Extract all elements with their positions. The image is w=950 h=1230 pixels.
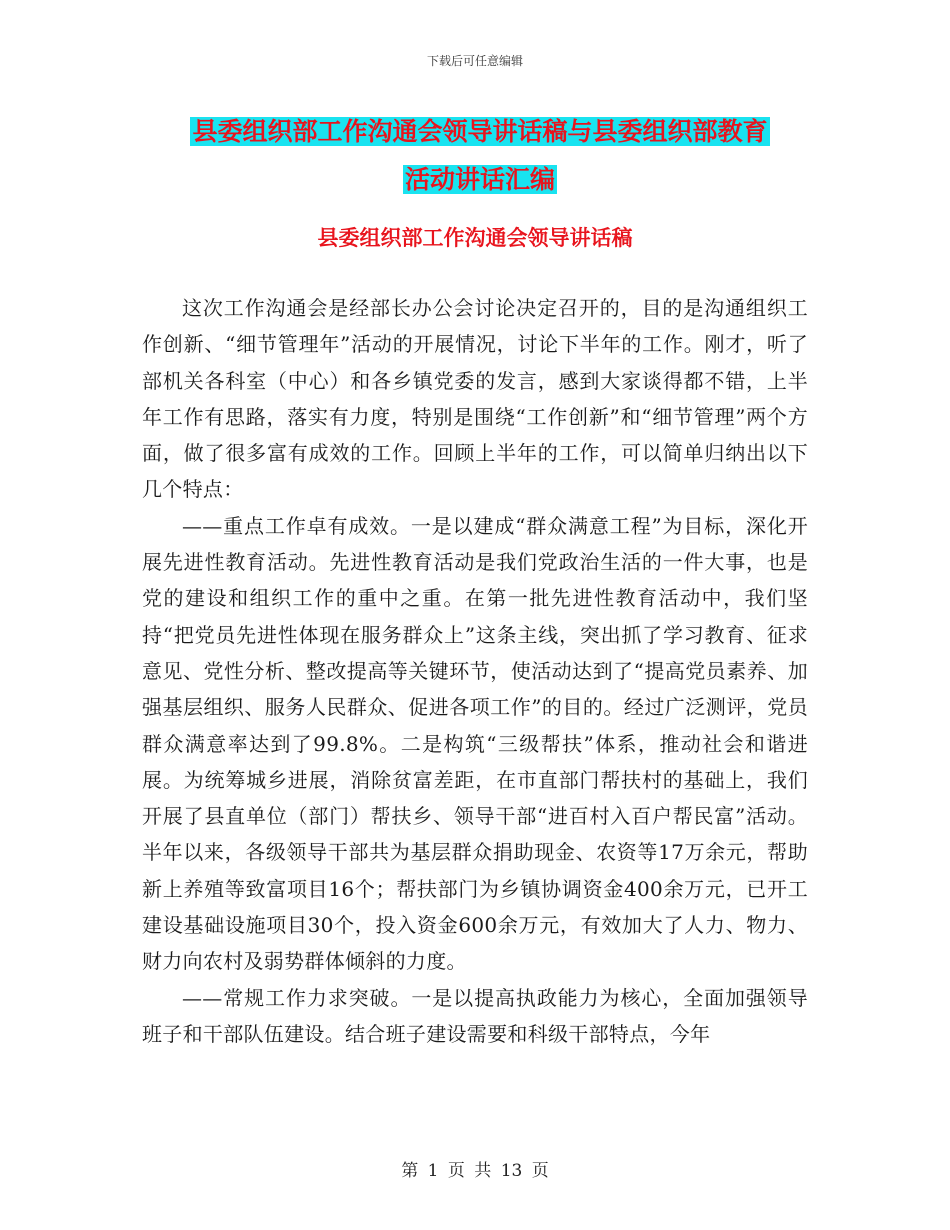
- document-title-line-1: 县委组织部工作沟通会领导讲话稿与县委组织部教育: [192, 117, 768, 146]
- body-paragraph: 这次工作沟通会是经部长办公会讨论决定召开的，目的是沟通组织工作创新、“细节管理年”活动的开展情况，讨论下半年的工作。刚才，听了部机关各科室（中心）和各乡镇党委的发言，感到大家谈得都不错，上半年工作有思路，落实有力度，特别是围绕“工作创新”和“细节管理”两个方面，做了很多富有成效的工作。回顾上半年的工作，可以简单归纳出以下几个特点：: [142, 296, 808, 502]
- page-number-footer: 第 1 页 共 13 页: [401, 1161, 549, 1181]
- document-body: [142, 290, 808, 1052]
- body-paragraph: ——常规工作力求突破。一是以提高执政能力为核心，全面加强领导班子和干部队伍建设。结合班子建设需要和科级干部特点，今年: [142, 985, 808, 1046]
- page-header-note: 下载后可任意编辑: [426, 54, 523, 68]
- document-title-line-2: 活动讲话汇编: [404, 165, 555, 194]
- document-title: [140, 108, 820, 204]
- section-title: 县委组织部工作沟通会领导讲话稿: [317, 226, 633, 250]
- body-paragraph: ——重点工作卓有成效。一是以建成“群众满意工程”为目标，深化开展先进性教育活动。先进性教育活动是我们党政治生活的一件大事，也是党的建设和组织工作的重中之重。在第一批先进性教育活动中，我们坚持“把党员先进性体现在服务群众上”这条主线，突出抓了学习教育、征求意见、党性分析、整改提高等关键环节，使活动达到了“提高党员素养、加强基层组织、服务人民群众、促进各项工作”的目的。经过广泛测评，党员群众满意率达到了99.8%。二是构筑“三级帮扶”体系，推动社会和谐进展。为统筹城乡进展，消除贫富差距，在市直部门帮扶村的基础上，我们开展了县直单位（部门）帮扶乡、领导干部“进百村入百户帮民富”活动。半年以来，各级领导干部共为基层群众捐助现金、农资等17万余元，帮助新上养殖等致富项目16个；帮扶部门为乡镇协调资金400余万元，已开工建设基础设施项目30个，投入资金600余万元，有效加大了人力、物力、财力向农村及弱势群体倾斜的力度。: [142, 513, 808, 974]
